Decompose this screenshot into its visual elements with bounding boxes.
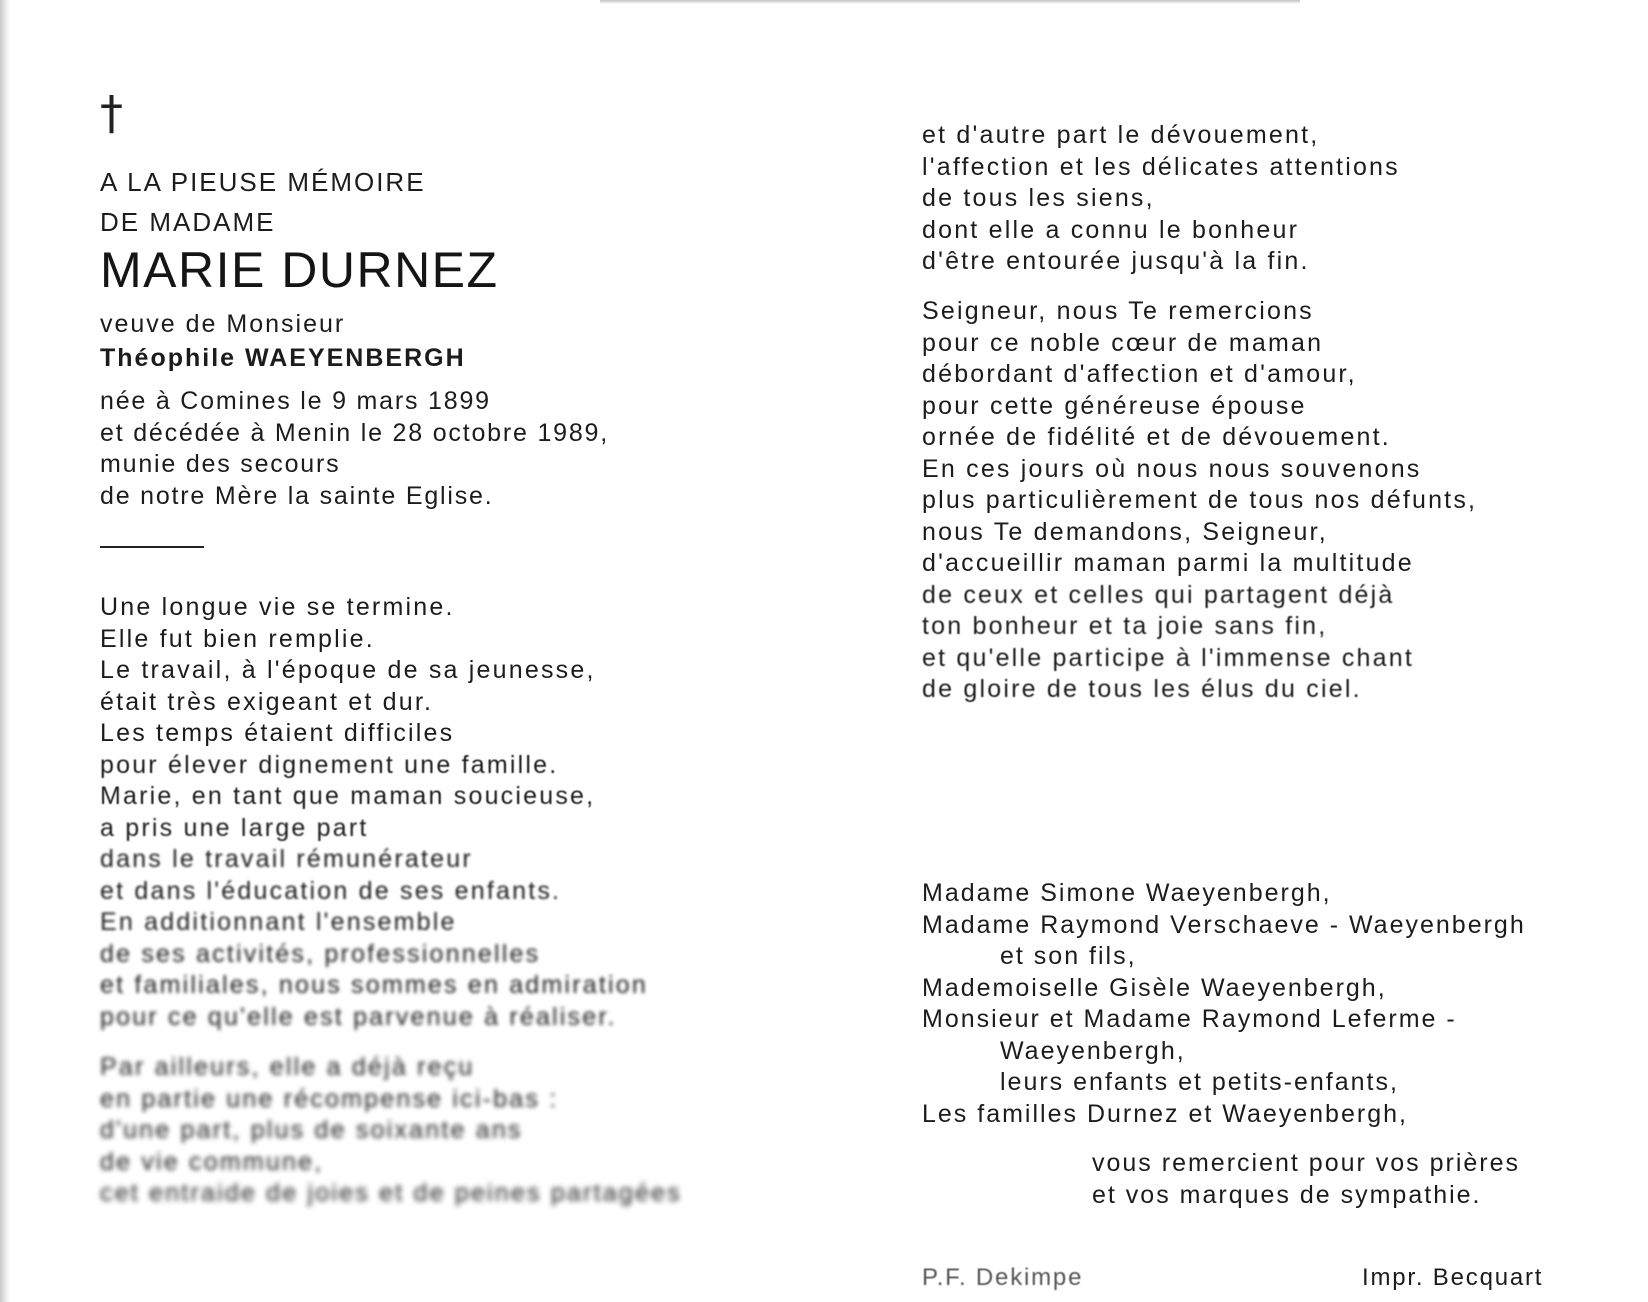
spouse-name: Théophile WAEYENBERGH	[100, 344, 466, 372]
poem-right-part-1	[922, 120, 1400, 278]
poem-line: et familiales, nous sommes en admiration	[100, 971, 648, 999]
family-line: leurs enfants et petits-enfants,	[1000, 1068, 1399, 1096]
card-top-edge-shadow	[600, 0, 1300, 4]
bio-line: née à Comines le 9 mars 1899	[100, 387, 491, 415]
poem-line: d'une part, plus de soixante ans	[100, 1116, 523, 1144]
poem-line: de ses activités, professionnelles	[100, 939, 541, 968]
poem-line: et d'autre part le dévouement,	[922, 121, 1320, 149]
poem-line: ton bonheur et ta joie sans fin,	[922, 612, 1328, 640]
divider	[100, 546, 204, 548]
poem-left-part-2	[100, 1052, 682, 1210]
poem-line: d'accueillir maman parmi la multitude	[922, 549, 1414, 577]
header-line-2: DE MADAME	[100, 207, 276, 237]
poem-line: En ces jours où nous nous souvenons	[922, 454, 1422, 483]
poem-line: Elle fut bien remplie.	[100, 624, 375, 653]
poem-line: de tous les siens,	[922, 184, 1155, 212]
poem-line: nous Te demandons, Seigneur,	[922, 517, 1328, 546]
memorial-header	[100, 162, 426, 242]
thanks-message	[1092, 1148, 1520, 1211]
poem-line: de gloire de tous les élus du ciel.	[922, 675, 1362, 703]
poem-line: débordant d'affection et d'amour,	[922, 360, 1357, 388]
family-line: Les familles Durnez et Waeyenbergh,	[922, 1099, 1408, 1128]
thanks-line: et vos marques de sympathie.	[1092, 1180, 1482, 1209]
bio-line: de notre Mère la sainte Eglise.	[100, 481, 494, 510]
poem-left-part-1	[100, 592, 648, 1033]
card-left-edge-shadow	[0, 0, 10, 1302]
poem-line: Les temps étaient difficiles	[100, 719, 455, 747]
family-line: Madame Raymond Verschaeve - Waeyenbergh	[922, 910, 1526, 939]
header-line-1: A LA PIEUSE MÉMOIRE	[100, 167, 426, 197]
poem-line: d'être entourée jusqu'à la fin.	[922, 247, 1310, 275]
poem-line: était très exigeant et dur.	[100, 687, 434, 716]
poem-line: pour cette généreuse épouse	[922, 391, 1307, 420]
family-line: et son fils,	[1000, 942, 1137, 970]
poem-line: pour élever dignement une famille.	[100, 750, 559, 779]
bio-line: et décédée à Menin le 28 octobre 1989,	[100, 418, 610, 447]
poem-line: et dans l'éducation de ses enfants.	[100, 876, 562, 905]
poem-line: de ceux et celles qui partagent déjà	[922, 580, 1395, 609]
thanks-line: vous remercient pour vos prières	[1092, 1149, 1521, 1177]
poem-line: Marie, en tant que maman soucieuse,	[100, 782, 596, 810]
family-list	[922, 878, 1526, 1130]
cross-icon: †	[100, 86, 123, 140]
family-line: Waeyenbergh,	[1000, 1036, 1186, 1065]
author-credit: P.F. Dekimpe	[922, 1264, 1084, 1291]
poem-line: cet entraide de joies et de peines partagées	[100, 1179, 682, 1207]
poem-line: Le travail, à l'époque de sa jeunesse,	[100, 656, 596, 684]
poem-line: pour ce noble cœur de maman	[922, 328, 1324, 357]
poem-line: et qu'elle participe à l'immense chant	[922, 643, 1414, 672]
poem-right-part-2	[922, 296, 1477, 706]
poem-line: dans le travail rémunérateur	[100, 845, 473, 873]
deceased-name: MARIE DURNEZ	[100, 242, 499, 298]
poem-line: de vie commune,	[100, 1147, 324, 1176]
poem-line: plus particulièrement de tous nos défunts,	[922, 486, 1478, 514]
poem-line: En additionnant l'ensemble	[100, 908, 457, 936]
poem-line: l'affection et les délicates attentions	[922, 152, 1400, 181]
poem-line: ornée de fidélité et de dévouement.	[922, 423, 1391, 451]
bio-line: munie des secours	[100, 450, 341, 478]
family-line: Madame Simone Waeyenbergh,	[922, 879, 1332, 907]
poem-line: a pris une large part	[100, 813, 369, 842]
poem-line: en partie une récompense ici-bas :	[100, 1084, 559, 1113]
family-line: Monsieur et Madame Raymond Leferme -	[922, 1005, 1457, 1033]
family-line: Mademoiselle Gisèle Waeyenbergh,	[922, 973, 1387, 1002]
printer-credit: Impr. Becquart	[1362, 1264, 1544, 1291]
biography	[100, 386, 609, 512]
widow-intro: veuve de Monsieur	[100, 310, 346, 338]
poem-line: Par ailleurs, elle a déjà reçu	[100, 1053, 475, 1081]
poem-line: Une longue vie se termine.	[100, 593, 455, 621]
poem-line: pour ce qu'elle est parvenue à réaliser.	[100, 1002, 617, 1031]
poem-line: Seigneur, nous Te remercions	[922, 297, 1314, 325]
poem-line: dont elle a connu le bonheur	[922, 215, 1300, 244]
